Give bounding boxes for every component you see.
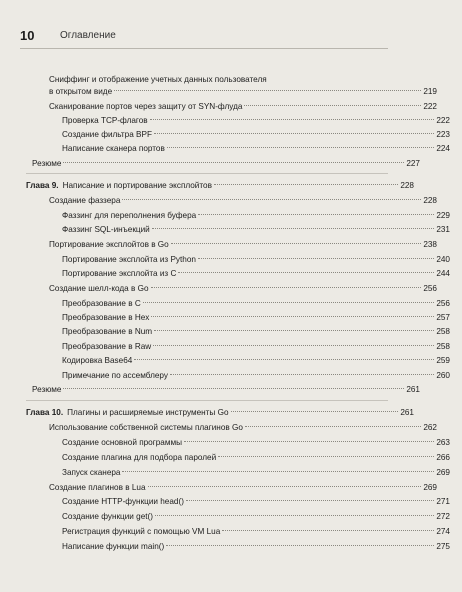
page-number: 10	[20, 28, 35, 43]
toc-page-number: 231	[436, 225, 450, 234]
toc-page-number: 228	[400, 181, 414, 190]
toc-entry-title: Портирование эксплойта из Python	[62, 255, 196, 264]
dot-leader	[63, 162, 404, 163]
toc-page-number: 262	[423, 423, 437, 432]
toc-page-number: 263	[436, 438, 450, 447]
toc-entry-row	[0, 511, 462, 523]
toc-page-number: 229	[436, 211, 450, 220]
toc-entry-title: Создание плагинов в Lua	[49, 483, 146, 492]
dot-leader	[63, 388, 404, 389]
toc-entry-row	[0, 115, 462, 127]
toc-page-number: 271	[436, 497, 450, 506]
toc-chapter-row	[0, 180, 426, 192]
dot-leader	[148, 486, 422, 487]
dot-leader	[166, 545, 434, 546]
toc-entry-row	[0, 312, 462, 324]
dot-leader	[178, 272, 434, 273]
toc-entry-row	[0, 437, 462, 449]
dot-leader	[153, 345, 434, 346]
toc-entry-title: Преобразование в Raw	[62, 342, 152, 351]
toc-chapter-row	[0, 407, 426, 419]
toc-entry-title: Портирование эксплойта из С	[62, 269, 177, 278]
dot-leader	[222, 530, 434, 531]
toc-entry-title: Резюме	[32, 385, 62, 394]
toc-page-number: 259	[436, 356, 450, 365]
toc-page-number: 258	[436, 342, 450, 351]
toc-page-number: 256	[423, 284, 437, 293]
toc-page-number: 222	[423, 102, 437, 111]
running-head-title: Оглавление	[60, 30, 116, 41]
toc-entry-title: Кодировка Base64	[62, 356, 133, 365]
dot-leader	[198, 258, 434, 259]
dot-leader	[114, 90, 421, 91]
toc-entry-row	[0, 541, 462, 553]
toc-entry-title: Создание плагина для подбора паролей	[62, 453, 217, 462]
toc-entry-row	[0, 158, 432, 170]
dot-leader	[134, 359, 434, 360]
dot-leader	[143, 302, 435, 303]
toc-entry-title: Фаззинг для переполнения буфера	[62, 211, 197, 220]
toc-page-number: 257	[436, 313, 450, 322]
toc-entry-row	[0, 210, 462, 222]
toc-page-number: 244	[436, 269, 450, 278]
toc-page-number: 224	[436, 144, 450, 153]
toc-entry-title: Сканирование портов через защиту от SYN-флуда	[49, 102, 243, 111]
toc-entry-title: Резюме	[32, 159, 62, 168]
dot-leader	[151, 316, 434, 317]
toc-page-number: 223	[436, 130, 450, 139]
toc-entry-title: Плагины и расширяемые инструменты Go	[67, 408, 229, 417]
chapter-separator	[26, 173, 388, 174]
dot-leader	[151, 287, 422, 288]
toc-entry-title: Примечание по ассемблеру	[62, 371, 168, 380]
toc-entry-row	[0, 143, 462, 155]
toc-entry-row	[0, 86, 449, 98]
toc-page-number: 240	[436, 255, 450, 264]
toc-entry-row	[0, 129, 462, 141]
toc-entry-row	[0, 254, 462, 266]
dot-leader	[231, 411, 399, 412]
dot-leader	[150, 119, 435, 120]
dot-leader	[122, 471, 434, 472]
toc-entry-row	[0, 268, 462, 280]
toc-entry-title: Создание фильтра BPF	[62, 130, 152, 139]
toc-page-number: 260	[436, 371, 450, 380]
toc-entry-title: Преобразование в Hex	[62, 313, 150, 322]
dot-leader	[154, 133, 434, 134]
toc-entry-title: Написание функции main()	[62, 542, 165, 551]
toc-page-number: 274	[436, 527, 450, 536]
toc-entry-title: Портирование эксплойтов в Go	[49, 240, 169, 249]
toc-entry-title: Написание и портирование эксплойтов	[62, 181, 212, 190]
chapter-number: Глава 10.	[26, 408, 64, 417]
chapter-separator	[26, 400, 388, 401]
dot-leader	[155, 515, 434, 516]
toc-entry-title: Преобразование в Num	[62, 327, 153, 336]
toc-page-number: 222	[436, 116, 450, 125]
toc-entry-row	[0, 526, 462, 538]
toc-entry-title: Создание HTTP-функции head()	[62, 497, 184, 506]
toc-entry-title: Сниффинг и отображение учетных данных пользователя	[49, 75, 267, 84]
toc-entry-title: Проверка TCP-флагов	[62, 116, 148, 125]
dot-leader	[184, 441, 434, 442]
toc-entry-title: Создание шелл-кода в Go	[49, 284, 149, 293]
dot-leader	[170, 374, 434, 375]
chapter-number: Глава 9.	[26, 181, 59, 190]
toc-entry-title: в открытом виде	[49, 87, 113, 96]
toc-page-number: 261	[400, 408, 414, 417]
toc-entry-title: Создание основной программы	[62, 438, 182, 447]
toc-entry-row	[0, 355, 462, 367]
toc-entry-row	[0, 370, 462, 382]
toc-entry-title: Написание сканера портов	[62, 144, 165, 153]
toc-entry-row	[0, 496, 462, 508]
toc-entry-row	[0, 422, 449, 434]
toc-page-number: 228	[423, 196, 437, 205]
dot-leader	[198, 214, 434, 215]
dot-leader	[214, 184, 398, 185]
dot-leader	[154, 330, 434, 331]
toc-page-number: 256	[436, 299, 450, 308]
toc-entry-row	[0, 101, 449, 113]
toc-entry-row	[0, 482, 449, 494]
toc-entry-row	[0, 239, 449, 251]
toc-entry-title: Использование собственной системы плагинов Go	[49, 423, 243, 432]
dot-leader	[244, 105, 421, 106]
toc-entry-row	[0, 74, 449, 86]
toc-entry-row	[0, 326, 462, 338]
dot-leader	[122, 199, 421, 200]
toc-entry-title: Фаззинг SQL-инъекций	[62, 225, 150, 234]
dot-leader	[245, 426, 421, 427]
dot-leader	[152, 228, 435, 229]
dot-leader	[218, 456, 434, 457]
toc-entry-row	[0, 467, 462, 479]
toc-entry-row	[0, 298, 462, 310]
toc-page-number: 238	[423, 240, 437, 249]
toc-entry-row	[0, 384, 432, 396]
toc-page-number: 275	[436, 542, 450, 551]
toc-entry-row	[0, 452, 462, 464]
toc-entry-row	[0, 341, 462, 353]
toc-entry-row	[0, 283, 449, 295]
dot-leader	[167, 147, 434, 148]
toc-entry-title: Создание фаззера	[49, 196, 121, 205]
toc-entry-row	[0, 224, 462, 236]
toc-page-number: 266	[436, 453, 450, 462]
toc-page-number: 219	[423, 87, 437, 96]
toc-page-number: 269	[436, 468, 450, 477]
toc-entry-title: Создание функции get()	[62, 512, 153, 521]
toc-page-number: 272	[436, 512, 450, 521]
toc-entry-row	[0, 195, 449, 207]
toc-page-number: 227	[406, 159, 420, 168]
toc-page-number: 261	[406, 385, 420, 394]
toc-page-number: 269	[423, 483, 437, 492]
toc-page-number: 258	[436, 327, 450, 336]
toc-entry-title: Запуск сканера	[62, 468, 121, 477]
dot-leader	[171, 243, 422, 244]
toc-entry-title: Регистрация функций с помощью VM Lua	[62, 527, 221, 536]
dot-leader	[186, 500, 434, 501]
toc-entry-title: Преобразование в С	[62, 299, 141, 308]
